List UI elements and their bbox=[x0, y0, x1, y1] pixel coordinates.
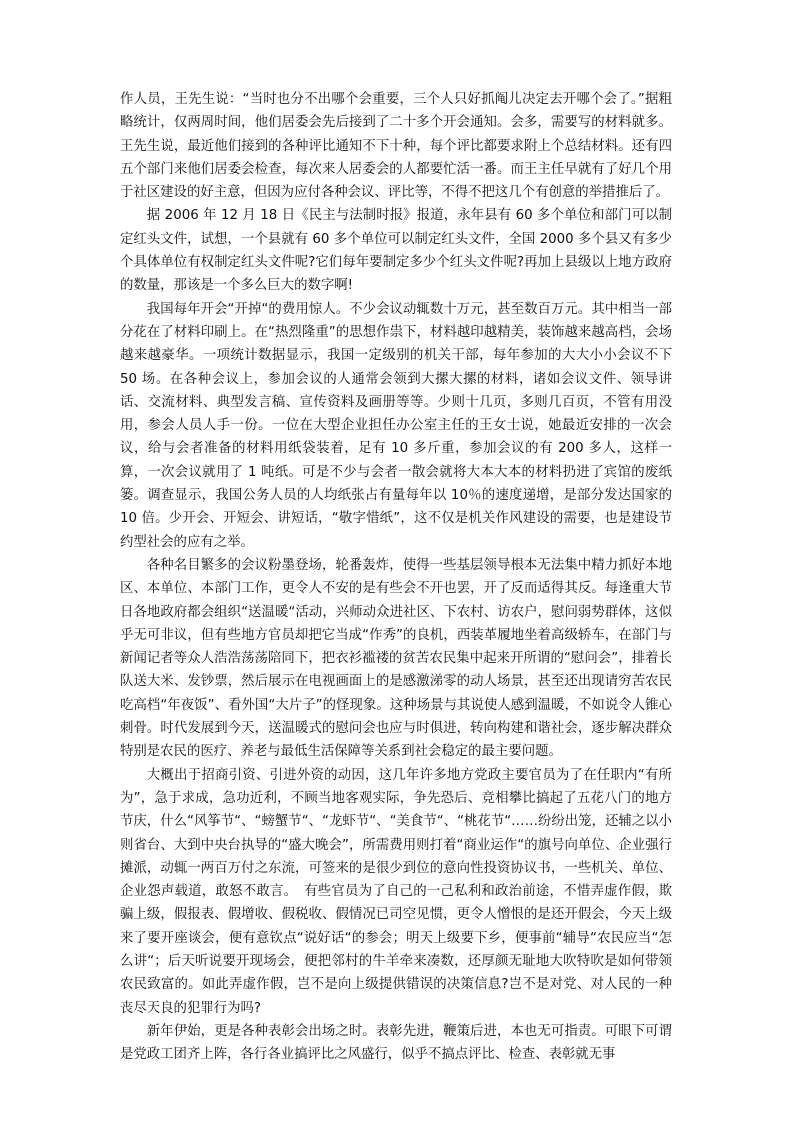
paragraph-4: 各种名目繁多的会议粉墨登场，轮番轰炸，使得一些基层领导根本无法集中精力抓好本地区、本单位、本部门工作，更令人不安的是有些会不开也罢，开了反而适得其反。每逢重大节日各地政府都会组织“送温暖“活动，兴师动众进社区、下农村、访农户，慰问弱势群体，这似乎无可非议，但有些地方官员却把它当成“作秀”的良机，西装革履地坐着高级轿车，在部门与新闻记者等众人浩浩荡荡陪同下，把衣衫褴褛的贫苦农民集中起来开所谓的“慰问会”，排着长队送大米、发钞票，然后展示在电视画面上的是感激涕零的动人场景，甚至还出现请穷苦农民吃高档“年夜饭”、看外国“大片子”的怪现象。这种场景与其说使人感到温暖，不如说令人锥心刺骨。时代发展到今天，送温暖式的慰问会也应与时俱进，转向构建和谐社会，逐步解决群众特别是农民的医疗、养老与最低生活保障等关系到社会稳定的最主要问题。 bbox=[120, 557, 672, 760]
document-page bbox=[120, 88, 672, 1066]
paragraph-1: 作人员，王先生说：“当时也分不出哪个会重要，三个人只好抓阄儿决定去开哪个会了。”据粗略统计，仅两周时间，他们居委会先后接到了二十多个开会通知。会多，需要写的材料就多。王先生说，最近他们接到的各种评比通知不下十种，每个评比都要求附上个总结材料。还有四五个部门来他们居委会检查，每次来人居委会的人都要忙活一番。而王主任早就有了好几个用于社区建设的好主意，但因为应付各种会议、评比等，不得不把这几个有创意的举措推后了。 bbox=[120, 92, 672, 201]
paragraph-3: 我国每年开会“开掉“的费用惊人。不少会议动辄数十万元，甚至数百万元。其中相当一部分花在了材料印刷上。在“热烈隆重”的思想作祟下，材料越印越精美，装饰越来越高档，会场越来越豪华。一项统计数据显示，我国一定级别的机关干部，每年参加的大大小小会议不下 50 场。在各种会议上，参加会议的人通常会领到大摞大摞的材料，诸如会议文件、领导讲话、交流材料、典型发言稿、宣传资料及画册等等。少则十几页，多则几百页，不管有用没用，参会人员人手一份。一位在大型企业担任办公室主任的王女士说，她最近安排的一次会议，给与会者准备的材料用纸袋装着，足有 10 多斤重，参加会议的有 200 多人，这样一算，一次会议就用了 1 吨纸。可是不少与会者一散会就将大本大本的材料扔进了宾馆的废纸篓。调查显示，我国公务人员的人均纸张占有量每年以 10％的速度递增，是部分发达国家的 10 倍。少开会、开短会、讲短话，“敬字惜纸”，这不仅是机关作风建设的需要，也是建设节约型社会的应有之举。 bbox=[120, 301, 672, 550]
paragraph-5: 大概出于招商引资、引进外资的动因，这几年许多地方党政主要官员为了在任职内“有所为”，急于求成，急功近利，不顾当地客观实际，争先恐后、竞相攀比搞起了五花八门的地方节庆，什么“风筝节“、“螃蟹节“、“龙虾节“、“美食节“、“桃花节“……纷纷出笼，还辅之以小则省台、大到中央台执导的“盛大晚会”，所需费用则打着“商业运作“的旗号向单位、企业强行摊派，动辄一两百万付之东流，可签来的是很少到位的意向性投资协议书，一些机关、单位、企业怨声载道，敢怒不敢言。 有些官员为了自己的一己私利和政治前途，不惜弄虚作假，欺骗上级，假报表、假增收、假税收、假情况已司空见惯，更令人憎恨的是还开假会，今天上级来了要开座谈会，便有意钦点“说好话“的参会；明天上级要下乡，便事前“辅导“农民应当“怎么讲“；后天听说要开现场会，便把邻村的牛羊牵来凑数，还厚颜无耻地大吹特吹是如何带领农民致富的。如此弄虚作假，岂不是向上级提供错误的决策信息?岂不是对党、对人民的一种丧尽天良的犯罪行为吗? bbox=[120, 767, 672, 1016]
paragraph-2: 据 2006 年 12 月 18 日《民主与法制时报》报道，永年县有 60 多个单位和部门可以制定红头文件，试想，一个县就有 60 多个单位可以制定红头文件，全国 2000 多个县又有多少个具体单位有权制定红头文件呢?它们每年要制定多少个红头文件呢?再加上县级以上地方政府的数量，那该是一个多么巨大的数字啊! bbox=[120, 208, 672, 294]
paragraph-6: 新年伊始，更是各种表彰会出场之时。表彰先进，鞭策后进，本也无可指责。可眼下可谓是党政工团齐上阵，各行各业搞评比之风盛行，似乎不搞点评比、检查、表彰就无事 bbox=[120, 1023, 672, 1063]
